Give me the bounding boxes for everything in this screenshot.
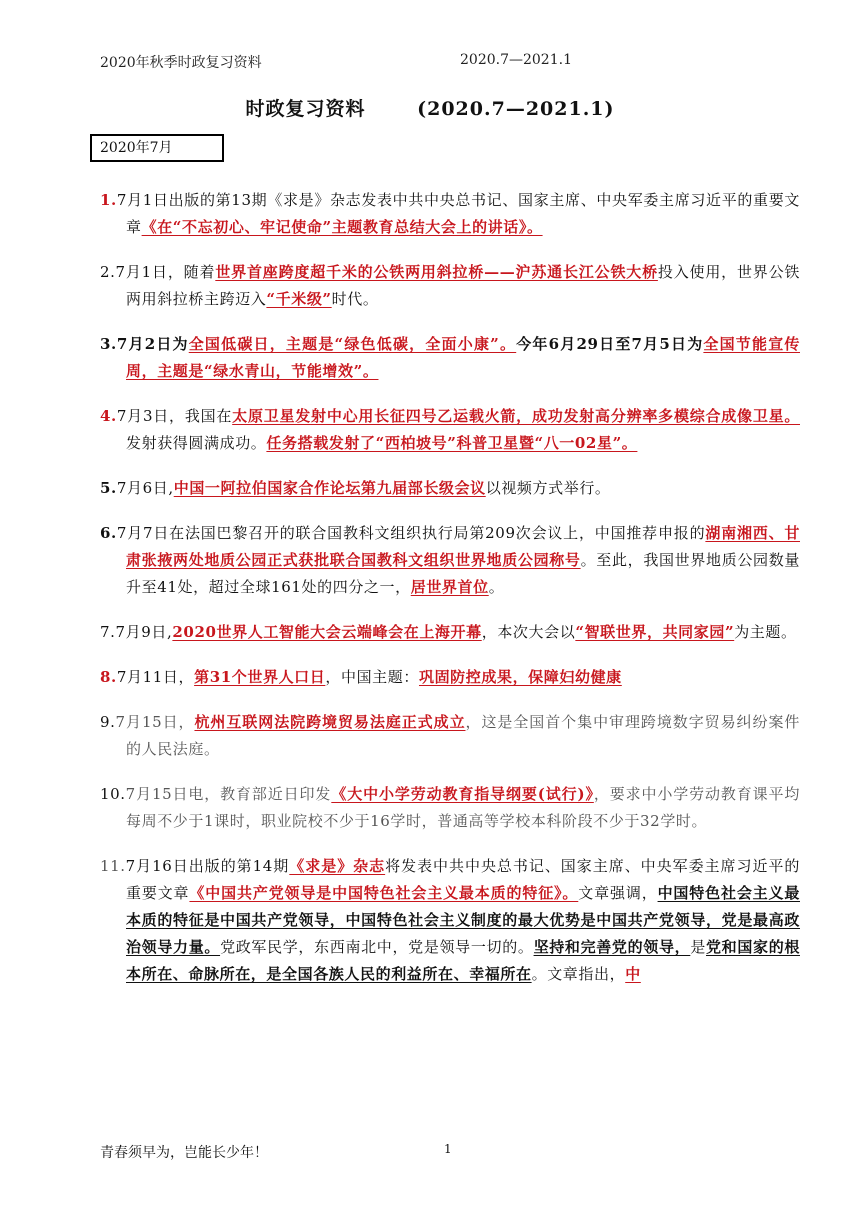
item-number: 4.: [100, 407, 117, 425]
item-text: 发射获得圆满成功。: [126, 434, 267, 452]
item-text: 。文章指出，: [531, 965, 626, 983]
item-text: 7月9日,: [115, 623, 173, 641]
item-number: 11.: [100, 857, 126, 875]
item-highlight: 太原卫星发射中心用长征四号乙运载火箭，成功发射高分辨率多模综合成像卫星。: [232, 407, 800, 425]
page-title: [0, 94, 860, 121]
item-text: 时代。: [331, 290, 379, 308]
item-highlight: 《求是》杂志: [289, 857, 386, 875]
month-label-box: 2020年7月: [90, 134, 224, 162]
news-item-1: [100, 187, 800, 241]
news-list: [100, 172, 800, 1006]
item-highlight: 任务搭载发射了“西柏坡号”科普卫星暨“八一02星”。: [266, 434, 638, 452]
item-text: 7月7日在法国巴黎召开的联合国教科文组织执行局第209次会议上，中国推荐申报的: [116, 524, 706, 542]
item-text: 7月1日出版的第13期《求是》杂志发表中共中央总书记、国家主席、中央军委主席习近平的重要文章: [116, 191, 800, 236]
item-text: ，本次大会以: [481, 623, 576, 641]
item-number: 10.: [100, 785, 126, 803]
item-text: ，这是全国首个集中审理跨境数字贸易纠纷案件的人民法庭。: [126, 713, 800, 758]
item-number: 6.: [100, 524, 117, 542]
item-text: 7月6日,: [116, 479, 174, 497]
item-highlight: 湖南湘西、甘肃张掖两处地质公园正式获批联合国教科文组织世界地质公园称号: [126, 524, 800, 569]
news-item-3: [100, 331, 800, 385]
item-number: 9.: [100, 713, 116, 731]
item-text: 投入使用，世界公铁两用斜拉桥主跨迈入: [126, 263, 801, 308]
item-highlight: 中: [625, 965, 641, 983]
item-highlight: 第31个世界人口日: [194, 668, 326, 686]
item-highlight: 《在“不忘初心、牢记使命”主题教育总结大会上的讲话》。: [141, 218, 543, 236]
item-text: 将发表中共中央总书记、国家主席、中央军委主席习近平的重要文章: [126, 857, 800, 902]
item-text: 党政军民学，东西南北中，党是领导一切的。: [220, 938, 534, 956]
title-main: 时政复习资料: [245, 98, 366, 120]
running-header-left: 2020年秋季时政复习资料: [100, 55, 262, 71]
news-item-11: [100, 853, 800, 988]
item-number: 1.: [100, 191, 117, 209]
item-number: 8.: [100, 668, 117, 686]
item-highlight: 居世界首位: [410, 578, 489, 596]
item-text: 7月2日为: [116, 335, 189, 353]
item-highlight: “千米级”: [266, 290, 332, 308]
news-item-8: [100, 664, 800, 691]
item-text: 7月1日，随着: [115, 263, 216, 281]
news-item-7: [100, 619, 800, 646]
item-text: 文章强调，: [578, 884, 658, 902]
item-text: 是: [690, 938, 706, 956]
item-text: 。: [488, 578, 505, 596]
item-number: 3.: [100, 335, 117, 353]
item-text: 7月15日电，教育部近日印发: [125, 785, 332, 803]
item-highlight: 《中国共产党领导是中国特色社会主义最本质的特征》。: [189, 884, 579, 902]
news-item-5: [100, 475, 800, 502]
item-highlight: 《大中小学劳动教育指导纲要(试行)》: [331, 785, 594, 803]
news-item-4: [100, 403, 800, 457]
item-number: 7.: [100, 623, 116, 641]
item-number: 2.: [100, 263, 116, 281]
page-number: 1: [444, 1142, 452, 1156]
item-text: 7月15日，: [115, 713, 195, 731]
news-item-10: [100, 781, 800, 835]
item-highlight: 全国低碳日，主题是“绿色低碳，全面小康”。: [188, 335, 517, 353]
item-text: 7月3日，我国在: [116, 407, 233, 425]
item-text: 7月11日，: [116, 668, 195, 686]
item-text: ，中国主题：: [325, 668, 419, 686]
item-highlight: 巩固防控成果，保障妇幼健康: [418, 668, 622, 686]
item-text: 。至此，我国世界地质公园数量升至41处，超过全球161处的四分之一，: [126, 551, 800, 596]
news-item-6: [100, 520, 800, 601]
item-text: 7月16日出版的第14期: [125, 857, 290, 875]
item-highlight: 杭州互联网法院跨境贸易法庭正式成立: [194, 713, 466, 731]
item-highlight: 世界首座跨度超千米的公铁两用斜拉桥——沪苏通长江公铁大桥: [215, 263, 658, 281]
footer-motto: 青春须早为，岂能长少年！: [100, 1145, 268, 1161]
item-text: 今年6月29日至7月5日为: [516, 335, 704, 353]
title-range: (2020.7—2021.1): [417, 98, 615, 120]
running-header-right: 2020.7—2021.1: [460, 52, 572, 68]
item-highlight: 全国节能宣传周，主题是“绿水青山，节能增效”。: [126, 335, 800, 380]
item-highlight: 2020世界人工智能大会云端峰会在上海开幕: [172, 623, 482, 641]
item-number: 5.: [100, 479, 117, 497]
item-underline: 党和国家的根本所在、命脉所在，是全国各族人民的利益所在、幸福所在: [126, 938, 800, 983]
item-text: ，要求中小学劳动教育课平均每周不少于1课时，职业院校不少于16学时，普通高等学校本科阶段不少于32学时。: [126, 785, 800, 830]
news-item-9: [100, 709, 800, 763]
item-highlight: “智联世界，共同家园”: [575, 623, 735, 641]
item-highlight: 中国一阿拉伯国家合作论坛第九届部长级会议: [173, 479, 486, 497]
item-underline: 坚持和完善党的领导，: [533, 938, 691, 956]
news-item-2: [100, 259, 800, 313]
item-text: 以视频方式举行。: [485, 479, 611, 497]
item-underline: 中国特色社会主义最本质的特征是中国共产党领导，中国特色社会主义制度的最大优势是中国共产党领导，党是最高政治领导力量。: [126, 884, 800, 956]
item-text: 为主题。: [734, 623, 797, 641]
